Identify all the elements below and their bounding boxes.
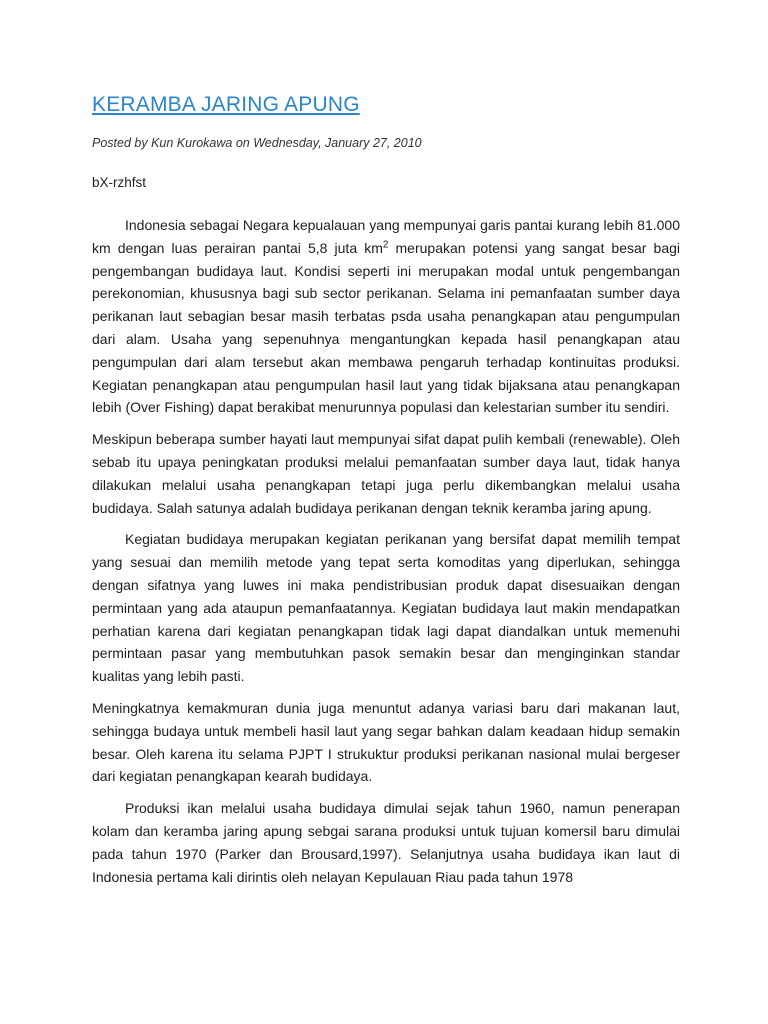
article-title (92, 0, 680, 118)
paragraph-1 (92, 214, 680, 419)
article-code: bX-rzhfst (92, 175, 147, 190)
paragraph-1-text-a: Indonesia sebagai Negara kepualauan yang mempunyai garis pantai kurang lebih 81.000 km dengan luas perairan pantai 5,8 juta km (92, 217, 680, 256)
paragraph-1-text-b: merupakan potensi yang sangat besar bagi pengembangan budidaya laut. Kondisi seperti ini merupakan modal untuk pengembangan perekonomian, khususnya bagi sub sector perikanan. Selama ini pemanfaatan sumber daya perikanan laut sebagian besar masih terbatas psda usaha penangkapan atau pengumpulan dari alam. Usaha yang sepenuhnya mengantungkan kepada hasil penangkapan atau pengumpulan dari alam tersebut akan membawa pengaruh terhadap kontinuitas produksi. Kegiatan penangkapan atau pengumpulan hasil laut yang tidak bijaksana atau penangkapan lebih (Over Fishing) dapat berakibat menurunnya populasi dan kelestarian sumber itu sendiri. (92, 239, 680, 416)
paragraph-3: Kegiatan budidaya merupakan kegiatan perikanan yang bersifat dapat memilih tempat yang sesuai dan memilih metode yang tepat serta komoditas yang diperlukan, sehingga dengan sifatnya yang luwes ini maka pendistribusian produk dapat disesuaikan dengan permintaan yang ada ataupun pemanfaatannya. Kegiatan budidaya laut makin mendapatkan perhatian karena dari kegiatan penangkapan tidak lagi dapat diandalkan untuk memenuhi permintaan pasar yang membutuhkan pasok semakin besar dan menginginkan standar kualitas yang lebih pasti. (92, 531, 680, 685)
article-body (92, 214, 680, 888)
article-title-link[interactable]: KERAMBA JARING APUNG (92, 93, 360, 116)
paragraph-2: Meskipun beberapa sumber hayati laut mempunyai sifat dapat pulih kembali (renewable). Oleh sebab itu upaya peningkatan produksi melalui pemanfaatan sumber daya laut, tidak hanya dilakukan melalui usaha penangkapan tetapi juga perlu dikembangkan melalui usaha budidaya. Salah satunya adalah budidaya perikanan dengan teknik keramba jaring apung. (92, 431, 680, 516)
paragraph-4: Meningkatnya kemakmuran dunia juga menuntut adanya variasi baru dari makanan laut, sehingga budaya untuk membeli hasil laut yang segar bahkan dalam keadaan hidup semakin besar. Oleh karena itu selama PJPT I strukuktur produksi perikanan nasional mulai bergeser dari kegiatan penangkapan kearah budidaya. (92, 699, 680, 785)
superscript-two: 2 (382, 239, 389, 251)
article-byline: Posted by Kun Kurokawa on Wednesday, January 27, 2010 (92, 136, 422, 150)
paragraph-5: Produksi ikan melalui usaha budidaya dimulai sejak tahun 1960, namun penerapan kolam dan keramba jaring apung sebgai sarana produksi untuk tujuan komersil baru dimulai pada tahun 1970 (Parker dan Brousard,1997). Selanjutnya usaha budidaya ikan laut di Indonesia pertama kali dirintis oleh nelayan Kepulauan Riau pada tahun 1978 (92, 800, 680, 885)
